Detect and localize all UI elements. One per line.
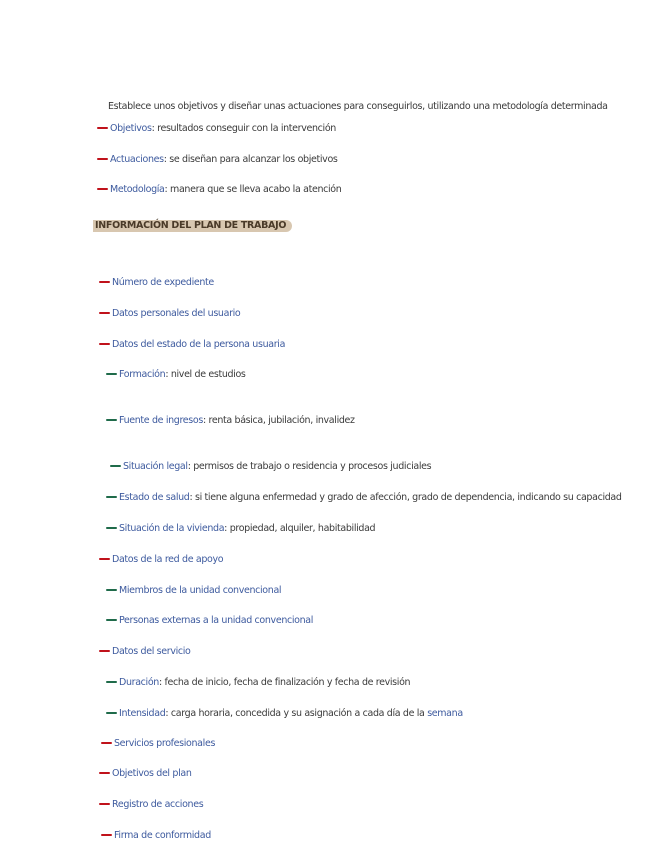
item-datos-estado	[99, 338, 285, 352]
red-dash-icon	[97, 158, 108, 160]
definition-term: Metodología	[110, 184, 165, 195]
item-registro-acciones	[99, 798, 203, 812]
subitem-fuente-ingresos	[106, 414, 355, 428]
subitem-personas-externas	[106, 614, 313, 628]
red-dash-icon	[97, 188, 108, 190]
red-dash-icon	[99, 281, 110, 283]
subitem-text: : si tiene alguna enfermedad y grado de afección, grado de dependencia, indicando su capacidad	[189, 492, 622, 503]
item-label: Número de expediente	[112, 277, 214, 288]
subitem-text: : permisos de trabajo o residencia y procesos judiciales	[187, 461, 432, 472]
item-label: Servicios profesionales	[114, 738, 216, 749]
subitem-miembros	[106, 584, 281, 598]
subitem-text: : nivel de estudios	[165, 369, 246, 380]
green-dash-icon	[106, 373, 117, 375]
item-label: Datos del estado de la persona usuaria	[112, 339, 286, 350]
subitem-term: Formación	[119, 369, 166, 380]
item-datos-servicio	[99, 645, 191, 659]
red-dash-icon	[101, 742, 112, 744]
item-numero-expediente	[99, 276, 214, 290]
definition-objetivos	[97, 122, 336, 136]
subitem-estado-salud	[106, 491, 622, 505]
subitem-term: Personas externas a la unidad convencional	[119, 615, 314, 626]
subitem-term: Miembros de la unidad convencional	[119, 585, 282, 596]
green-dash-icon	[106, 619, 117, 621]
subitem-tail: semana	[427, 708, 463, 719]
definition-term: Objetivos	[110, 123, 152, 134]
item-servicios-profesionales	[101, 737, 215, 751]
definition-actuaciones	[97, 153, 338, 167]
definition-text: : manera que se lleva acabo la atención	[164, 184, 342, 195]
subitem-text: : carga horaria, concedida y su asignación a cada día de la	[165, 708, 428, 719]
subitem-situacion-vivienda	[106, 522, 375, 536]
item-label: Datos personales del usuario	[112, 308, 241, 319]
subitem-term: Estado de salud	[119, 492, 190, 503]
green-dash-icon	[110, 465, 121, 467]
subitem-term: Duración	[119, 677, 159, 688]
red-dash-icon	[99, 650, 110, 652]
subitem-term: Intensidad	[119, 708, 166, 719]
subitem-text: : renta básica, jubilación, invalidez	[202, 415, 355, 426]
red-dash-icon	[99, 312, 110, 314]
intro-text: Establece unos objetivos y diseñar unas actuaciones para conseguirlos, utilizando una metodología determinada	[108, 101, 608, 112]
red-dash-icon	[101, 834, 112, 836]
subitem-term: Situación legal	[123, 461, 188, 472]
item-firma	[101, 829, 211, 843]
item-label: Objetivos del plan	[112, 768, 192, 779]
subitem-text: : propiedad, alquiler, habitabilidad	[224, 523, 376, 534]
definition-term: Actuaciones	[110, 154, 164, 165]
subitem-duracion	[106, 676, 410, 690]
item-label: Datos del servicio	[112, 646, 191, 657]
item-label: Registro de acciones	[112, 799, 204, 810]
item-datos-personales	[99, 307, 240, 321]
item-label: Firma de conformidad	[114, 830, 211, 841]
green-dash-icon	[106, 496, 117, 498]
red-dash-icon	[99, 803, 110, 805]
red-dash-icon	[99, 343, 110, 345]
subitem-term: Situación de la vivienda	[119, 523, 225, 534]
red-dash-icon	[99, 772, 110, 774]
green-dash-icon	[106, 712, 117, 714]
red-dash-icon	[97, 127, 108, 129]
item-objetivos-plan	[99, 767, 192, 781]
section-heading: INFORMACIÓN DEL PLAN DE TRABAJO	[93, 220, 292, 232]
red-dash-icon	[99, 558, 110, 560]
subitem-formacion	[106, 368, 246, 382]
green-dash-icon	[106, 681, 117, 683]
definition-metodologia	[97, 183, 341, 197]
subitem-text: : fecha de inicio, fecha de finalización y fecha de revisión	[158, 677, 411, 688]
green-dash-icon	[106, 419, 117, 421]
subitem-situacion-legal	[110, 460, 431, 474]
subitem-intensidad	[106, 707, 463, 721]
green-dash-icon	[106, 527, 117, 529]
item-red-apoyo	[99, 553, 223, 567]
green-dash-icon	[106, 589, 117, 591]
item-label: Datos de la red de apoyo	[112, 554, 224, 565]
subitem-term: Fuente de ingresos	[119, 415, 203, 426]
definition-text: : resultados conseguir con la intervención	[151, 123, 336, 134]
definition-text: : se diseñan para alcanzar los objetivos	[163, 154, 338, 165]
